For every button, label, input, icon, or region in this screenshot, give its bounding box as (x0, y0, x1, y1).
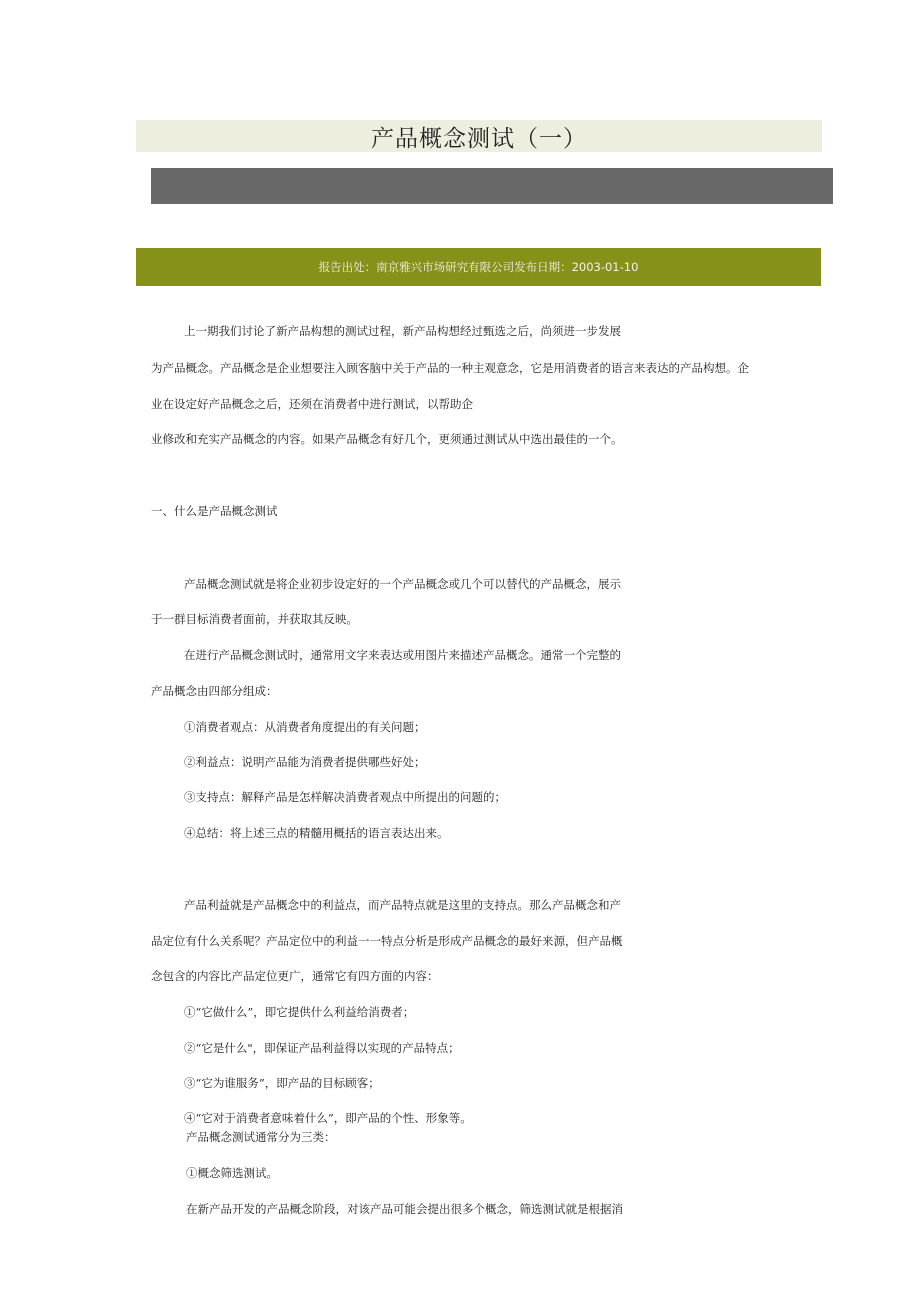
header-divider-band (151, 168, 833, 204)
types-intro: 产品概念测试通常分为三类： (186, 1130, 336, 1144)
positioning-line-3: 念包含的内容比产品定位更广，通常它有四方面的内容： (151, 969, 439, 983)
composition-line-1: 在进行产品概念测试时，通常用文字来表达或用图片来描述产品概念。通常一个完整的 (184, 648, 621, 662)
intro-line-4: 业修改和充实产品概念的内容。如果产品概念有好几个，更须通过测试从中选出最佳的一个。 (151, 432, 623, 446)
list-item: ①“它做什么”，即它提供什么利益给消费者； (184, 1005, 415, 1019)
list-item: ③“它为谁服务”，即产品的目标顾客； (184, 1076, 380, 1090)
list-item: ③支持点：解释产品是怎样解决消费者观点中所提出的问题的； (184, 790, 506, 804)
positioning-line-1: 产品利益就是产品概念中的利益点，而产品特点就是这里的支持点。那么产品概念和产 (184, 898, 621, 912)
list-item: ④总结：将上述三点的精髓用概括的语言表达出来。 (184, 826, 449, 840)
definition-line-2: 于一群目标消费者面前，并获取其反映。 (151, 612, 358, 626)
intro-line-1: 上一期我们讨论了新产品构想的测试过程，新产品构想经过甄选之后，尚须进一步发展 (184, 324, 621, 338)
positioning-line-2: 品定位有什么关系呢？产品定位中的利益一一特点分析是形成产品概念的最好来源，但产品概 (151, 934, 623, 948)
definition-line-1: 产品概念测试就是将企业初步设定好的一个产品概念或几个可以替代的产品概念，展示 (184, 577, 621, 591)
type-1-description: 在新产品开发的产品概念阶段，对该产品可能会提出很多个概念，筛选测试就是根据消 (186, 1202, 623, 1216)
list-item: ④“它对于消费者意味着什么”，即产品的个性、形象等。 (184, 1111, 472, 1125)
intro-line-3: 业在设定好产品概念之后，还须在消费者中进行测试，以帮助企 (151, 397, 473, 411)
list-item: ②“它是什么"，即保证产品利益得以实现的产品特点； (184, 1041, 460, 1055)
document-title: 产品概念测试（一） (136, 120, 822, 152)
section-heading: 一、什么是产品概念测试 (151, 504, 278, 518)
list-item: ①消费者观点：从消费者角度提出的有关问题； (184, 720, 426, 734)
list-item: ②利益点：说明产品能为消费者提供哪些好处； (184, 755, 426, 769)
intro-line-2: 为产品概念。产品概念是企业想要注入顾客脑中关于产品的一种主观意念，它是用消费者的语言来表达的产品构想。企 (151, 361, 749, 375)
type-1-heading: ①概念筛选测试。 (186, 1166, 278, 1180)
report-source-bar: 报告出处：南京雅兴市场研究有限公司发布日期：2003-01-10 (136, 248, 821, 286)
composition-line-2: 产品概念由四部分组成： (151, 684, 278, 698)
